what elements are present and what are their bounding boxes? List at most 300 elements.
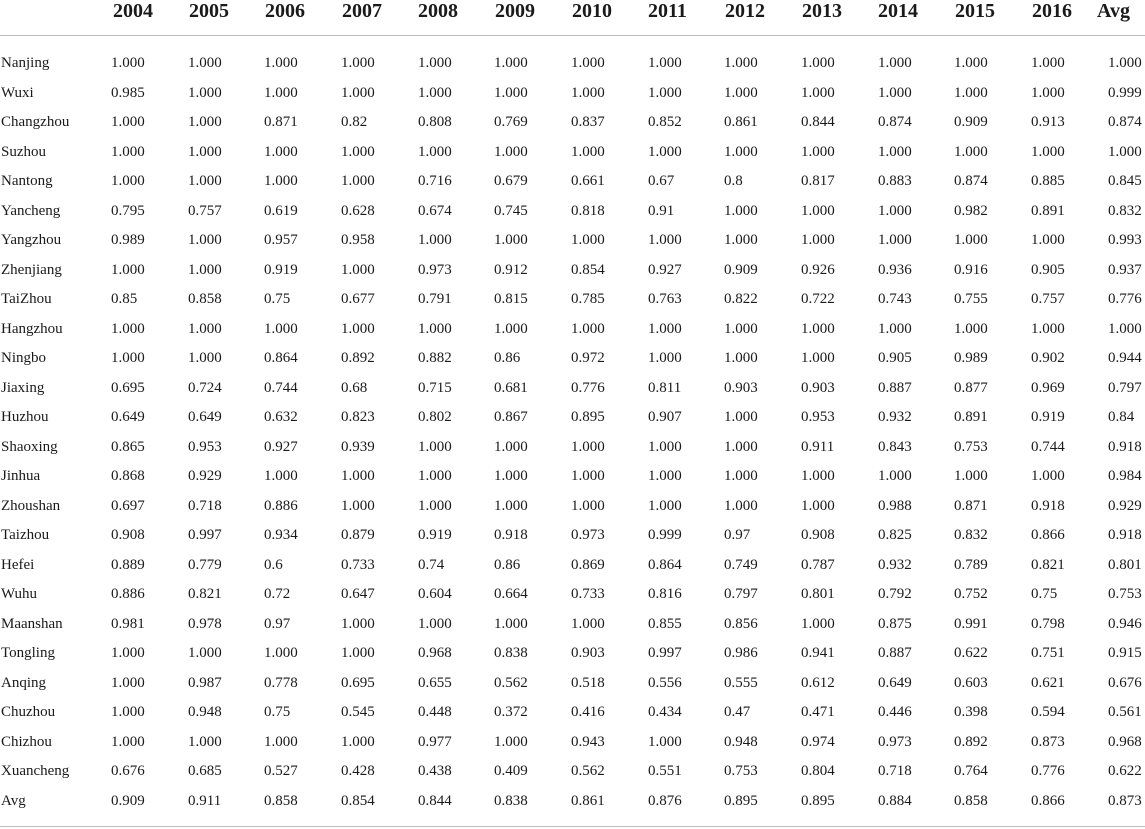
table-cell: 0.854 <box>571 261 605 278</box>
table-cell: 0.869 <box>571 556 605 573</box>
table-cell: 0.929 <box>188 468 222 484</box>
table-cell: 0.874 <box>1108 114 1142 130</box>
table-cell: 1.000 <box>188 55 222 71</box>
table-cell: 0.753 <box>954 438 988 455</box>
table-cell: 1.000 <box>188 84 222 101</box>
table-cell: 0.792 <box>878 586 912 602</box>
table-cell: 0.681 <box>494 379 528 396</box>
table-cell: 1.000 <box>648 733 682 750</box>
table-cell: 0.883 <box>878 173 912 189</box>
table-cell: 0.718 <box>188 497 222 514</box>
table-cell: 1.000 <box>954 84 988 101</box>
table-cell: 0.937 <box>1108 261 1142 278</box>
table-row <box>0 704 1145 734</box>
table-cell: 0.811 <box>648 379 682 396</box>
table-cell: 1.000 <box>188 261 222 278</box>
table-cell: 1.000 <box>1031 143 1065 160</box>
table-cell: 1.000 <box>571 468 605 484</box>
table-cell: 0.886 <box>111 586 145 602</box>
table-cell: 1.000 <box>418 438 452 455</box>
table-cell: 1.000 <box>1031 468 1065 484</box>
table-cell: 0.895 <box>724 792 758 809</box>
table-cell: 1.000 <box>648 350 682 366</box>
table-row <box>0 409 1145 439</box>
row-label: Yancheng <box>1 202 61 219</box>
table-cell: 0.977 <box>418 733 452 750</box>
table-cell: 1.000 <box>341 497 375 514</box>
table-cell: 0.908 <box>111 527 145 543</box>
table-cell: 0.594 <box>1031 704 1065 720</box>
table-cell: 0.887 <box>878 379 912 396</box>
table-cell: 0.769 <box>494 114 528 130</box>
table-cell: 0.944 <box>1108 350 1142 366</box>
table-cell: 1.000 <box>111 674 145 691</box>
table-cell: 0.632 <box>264 409 298 425</box>
table-cell: 0.416 <box>571 704 605 720</box>
table-cell: 0.927 <box>264 438 298 455</box>
table-cell: 0.978 <box>188 615 222 632</box>
table-cell: 0.873 <box>1108 792 1142 809</box>
table-cell: 0.985 <box>111 84 145 101</box>
table-row <box>0 173 1145 203</box>
table-cell: 0.929 <box>1108 497 1142 514</box>
table-cell: 1.000 <box>648 84 682 101</box>
table-cell: 1.000 <box>188 143 222 160</box>
table-row <box>0 468 1145 498</box>
table-cell: 0.789 <box>954 556 988 573</box>
table-cell: 0.649 <box>111 409 145 425</box>
table-cell: 0.676 <box>111 763 145 779</box>
table-row <box>0 291 1145 321</box>
table-cell: 0.867 <box>494 409 528 425</box>
table-cell: 0.802 <box>418 409 452 425</box>
table-cell: 0.907 <box>648 409 682 425</box>
table-cell: 0.685 <box>188 763 222 779</box>
table-cell: 0.866 <box>1031 792 1065 809</box>
table-cell: 1.000 <box>1031 55 1065 71</box>
table-cell: 0.718 <box>878 763 912 779</box>
table-cell: 1.000 <box>341 645 375 661</box>
table-cell: 1.000 <box>801 320 835 337</box>
table-row <box>0 380 1145 410</box>
table-cell: 1.000 <box>801 232 835 248</box>
table-cell: 0.909 <box>724 261 758 278</box>
table-cell: 0.892 <box>954 733 988 750</box>
table-cell: 1.000 <box>648 232 682 248</box>
table-cell: 0.891 <box>1031 202 1065 219</box>
table-cell: 0.948 <box>724 733 758 750</box>
table-cell: 1.000 <box>341 173 375 189</box>
table-cell: 0.861 <box>724 114 758 130</box>
table-cell: 1.000 <box>1031 84 1065 101</box>
table-cell: 0.874 <box>878 114 912 130</box>
table-cell: 0.622 <box>1108 763 1142 779</box>
table-cell: 0.823 <box>341 409 375 425</box>
table-cell: 0.82 <box>341 114 368 130</box>
table-cell: 1.000 <box>801 350 835 366</box>
table-cell: 1.000 <box>111 114 145 130</box>
col-header-2011: 2011 <box>648 0 687 22</box>
table-cell: 1.000 <box>954 320 988 337</box>
table-cell: 0.97 <box>264 615 291 632</box>
table-cell: 1.000 <box>648 497 682 514</box>
table-cell: 0.409 <box>494 763 528 779</box>
table-row <box>0 527 1145 557</box>
table-cell: 0.84 <box>1108 409 1135 425</box>
table-cell: 1.000 <box>648 143 682 160</box>
table-cell: 0.997 <box>648 645 682 661</box>
table-cell: 0.753 <box>724 763 758 779</box>
table-cell: 1.000 <box>724 143 758 160</box>
table-cell: 0.785 <box>571 291 605 307</box>
table-cell: 1.000 <box>724 409 758 425</box>
row-label: Ningbo <box>1 350 46 366</box>
table-cell: 0.889 <box>111 556 145 573</box>
table-cell: 0.902 <box>1031 350 1065 366</box>
table-cell: 1.000 <box>954 468 988 484</box>
table-cell: 1.000 <box>1108 320 1142 337</box>
table-cell: 1.000 <box>801 84 835 101</box>
row-label: Xuancheng <box>1 763 70 779</box>
table-cell: 1.000 <box>494 497 528 514</box>
table-cell: 1.000 <box>111 733 145 750</box>
table-cell: 0.664 <box>494 586 528 602</box>
table-cell: 1.000 <box>111 261 145 278</box>
table-cell: 0.832 <box>1108 202 1142 219</box>
table-row <box>0 439 1145 469</box>
table-cell: 0.649 <box>878 674 912 691</box>
table-cell: 0.948 <box>188 704 222 720</box>
table-cell: 0.722 <box>801 291 835 307</box>
table-cell: 1.000 <box>418 497 452 514</box>
table-cell: 0.372 <box>494 704 528 720</box>
row-label: Avg <box>1 792 26 809</box>
table-cell: 1.000 <box>571 320 605 337</box>
table-row <box>0 498 1145 528</box>
table-cell: 0.91 <box>648 202 675 219</box>
table-cell: 1.000 <box>111 704 145 720</box>
table-cell: 0.858 <box>264 792 298 809</box>
table-cell: 0.68 <box>341 379 368 396</box>
table-cell: 1.000 <box>341 320 375 337</box>
table-row <box>0 793 1145 823</box>
table-cell: 0.776 <box>1108 291 1142 307</box>
table-row <box>0 144 1145 174</box>
table-cell: 0.909 <box>111 792 145 809</box>
table-cell: 0.891 <box>954 409 988 425</box>
table-cell: 0.926 <box>801 261 835 278</box>
table-cell: 0.905 <box>1031 261 1065 278</box>
table-cell: 0.612 <box>801 674 835 691</box>
table-cell: 0.915 <box>1108 645 1142 661</box>
table-cell: 0.661 <box>571 173 605 189</box>
table-cell: 0.677 <box>341 291 375 307</box>
table-cell: 0.973 <box>418 261 452 278</box>
table-cell: 1.000 <box>801 615 835 632</box>
table-cell: 0.743 <box>878 291 912 307</box>
table-cell: 0.852 <box>648 114 682 130</box>
table-cell: 0.999 <box>1108 84 1142 101</box>
table-cell: 0.875 <box>878 615 912 632</box>
table-cell: 1.000 <box>878 202 912 219</box>
table-cell: 0.919 <box>418 527 452 543</box>
table-cell: 0.874 <box>954 173 988 189</box>
row-label: Nanjing <box>1 55 50 71</box>
table-cell: 1.000 <box>1108 143 1142 160</box>
table-cell: 0.988 <box>878 497 912 514</box>
table-cell: 0.879 <box>341 527 375 543</box>
table-cell: 1.000 <box>494 615 528 632</box>
table-cell: 0.764 <box>954 763 988 779</box>
table-cell: 0.837 <box>571 114 605 130</box>
table-cell: 1.000 <box>801 468 835 484</box>
table-cell: 0.562 <box>494 674 528 691</box>
table-cell: 0.757 <box>188 202 222 219</box>
table-cell: 1.000 <box>571 497 605 514</box>
table-cell: 0.856 <box>724 615 758 632</box>
table-cell: 1.000 <box>418 84 452 101</box>
table-row <box>0 262 1145 292</box>
table-cell: 0.997 <box>188 527 222 543</box>
table-cell: 1.000 <box>724 438 758 455</box>
table-cell: 1.000 <box>341 143 375 160</box>
table-cell: 0.471 <box>801 704 835 720</box>
table-cell: 0.871 <box>264 114 298 130</box>
table-cell: 0.744 <box>1031 438 1065 455</box>
table-cell: 0.865 <box>111 438 145 455</box>
table-cell: 0.934 <box>264 527 298 543</box>
table-cell: 0.715 <box>418 379 452 396</box>
table-cell: 0.428 <box>341 763 375 779</box>
table-row <box>0 675 1145 705</box>
table-cell: 0.989 <box>954 350 988 366</box>
table-cell: 1.000 <box>341 84 375 101</box>
table-cell: 0.821 <box>188 586 222 602</box>
table-cell: 0.724 <box>188 379 222 396</box>
table-cell: 1.000 <box>1031 320 1065 337</box>
row-label: Zhoushan <box>1 497 61 514</box>
table-cell: 0.844 <box>801 114 835 130</box>
table-cell: 0.858 <box>954 792 988 809</box>
table-cell: 0.619 <box>264 202 298 219</box>
header-divider <box>0 35 1145 36</box>
table-cell: 1.000 <box>801 202 835 219</box>
table-cell: 0.676 <box>1108 674 1142 691</box>
table-cell: 0.817 <box>801 173 835 189</box>
table-cell: 0.749 <box>724 556 758 573</box>
table-cell: 0.555 <box>724 674 758 691</box>
table-cell: 0.733 <box>571 586 605 602</box>
table-cell: 0.825 <box>878 527 912 543</box>
table-cell: 0.877 <box>954 379 988 396</box>
table-cell: 0.946 <box>1108 615 1142 632</box>
table-cell: 0.679 <box>494 173 528 189</box>
table-cell: 1.000 <box>648 320 682 337</box>
table-cell: 0.918 <box>1108 527 1142 543</box>
table-cell: 1.000 <box>418 143 452 160</box>
table-cell: 1.000 <box>571 143 605 160</box>
table-cell: 0.647 <box>341 586 375 602</box>
table-cell: 0.787 <box>801 556 835 573</box>
table-cell: 0.751 <box>1031 645 1065 661</box>
table-cell: 0.968 <box>418 645 452 661</box>
table-cell: 1.000 <box>111 55 145 71</box>
col-header-2010: 2010 <box>572 0 612 22</box>
table-cell: 0.716 <box>418 173 452 189</box>
table-cell: 1.000 <box>264 320 298 337</box>
table-cell: 1.000 <box>571 55 605 71</box>
table-row <box>0 616 1145 646</box>
table-cell: 0.815 <box>494 291 528 307</box>
table-cell: 0.943 <box>571 733 605 750</box>
table-cell: 0.798 <box>1031 615 1065 632</box>
col-header-avg: Avg <box>1097 0 1130 22</box>
row-label: Jinhua <box>1 468 41 484</box>
table-cell: 0.832 <box>954 527 988 543</box>
table-cell: 0.871 <box>954 497 988 514</box>
table-cell: 0.438 <box>418 763 452 779</box>
table-cell: 1.000 <box>724 497 758 514</box>
table-header-row <box>0 0 1145 36</box>
table-cell: 1.000 <box>111 350 145 366</box>
table-cell: 0.981 <box>111 615 145 632</box>
table-cell: 0.903 <box>571 645 605 661</box>
table-cell: 0.556 <box>648 674 682 691</box>
table-cell: 0.86 <box>494 556 521 573</box>
table-cell: 1.000 <box>954 143 988 160</box>
row-label: Changzhou <box>1 114 70 130</box>
col-header-2007: 2007 <box>342 0 382 22</box>
table-cell: 0.885 <box>1031 173 1065 189</box>
table-row <box>0 232 1145 262</box>
row-label: Yangzhou <box>1 232 62 248</box>
table-cell: 0.984 <box>1108 468 1142 484</box>
table-cell: 1.000 <box>724 320 758 337</box>
table-cell: 0.866 <box>1031 527 1065 543</box>
table-cell: 1.000 <box>724 232 758 248</box>
table-cell: 1.000 <box>801 143 835 160</box>
table-cell: 0.818 <box>571 202 605 219</box>
table-cell: 0.932 <box>878 409 912 425</box>
table-cell: 1.000 <box>188 733 222 750</box>
table-cell: 0.858 <box>188 291 222 307</box>
table-cell: 1.000 <box>648 55 682 71</box>
table-cell: 0.918 <box>1108 438 1142 455</box>
table-cell: 1.000 <box>264 733 298 750</box>
row-label: TaiZhou <box>1 291 52 307</box>
table-cell: 1.000 <box>494 84 528 101</box>
table-cell: 0.518 <box>571 674 605 691</box>
table-cell: 1.000 <box>494 55 528 71</box>
table-cell: 1.000 <box>341 261 375 278</box>
table-cell: 0.72 <box>264 586 291 602</box>
table-cell: 0.987 <box>188 674 222 691</box>
table-cell: 0.892 <box>341 350 375 366</box>
table-cell: 0.989 <box>111 232 145 248</box>
table-cell: 1.000 <box>188 645 222 661</box>
col-header-2009: 2009 <box>495 0 535 22</box>
table-cell: 1.000 <box>418 55 452 71</box>
table-cell: 0.695 <box>111 379 145 396</box>
col-header-2013: 2013 <box>802 0 842 22</box>
table-row <box>0 763 1145 793</box>
table-cell: 0.649 <box>188 409 222 425</box>
table-cell: 0.911 <box>801 438 835 455</box>
table-cell: 1.000 <box>724 202 758 219</box>
table-cell: 0.86 <box>494 350 521 366</box>
table-cell: 0.75 <box>264 704 291 720</box>
table-cell: 0.621 <box>1031 674 1065 691</box>
table-cell: 0.861 <box>571 792 605 809</box>
row-label: Taizhou <box>1 527 50 543</box>
table-cell: 0.868 <box>111 468 145 484</box>
table-cell: 0.969 <box>1031 379 1065 396</box>
table-row <box>0 85 1145 115</box>
table-row <box>0 203 1145 233</box>
table-row <box>0 586 1145 616</box>
table-cell: 1.000 <box>188 350 222 366</box>
table-cell: 0.903 <box>724 379 758 396</box>
row-label: Shaoxing <box>1 438 58 455</box>
table-row <box>0 114 1145 144</box>
row-label: Hefei <box>1 556 35 573</box>
table-cell: 0.757 <box>1031 291 1065 307</box>
table-cell: 0.628 <box>341 202 375 219</box>
table-cell: 1.000 <box>264 645 298 661</box>
row-label: Chizhou <box>1 733 52 750</box>
table-cell: 1.000 <box>111 143 145 160</box>
table-cell: 0.882 <box>418 350 452 366</box>
table-cell: 1.000 <box>724 350 758 366</box>
row-label: Wuxi <box>1 84 34 101</box>
col-header-2014: 2014 <box>878 0 918 22</box>
table-cell: 0.755 <box>954 291 988 307</box>
table-cell: 1.000 <box>111 173 145 189</box>
table-cell: 0.939 <box>341 438 375 455</box>
table-cell: 1.000 <box>954 232 988 248</box>
table-cell: 1.000 <box>494 143 528 160</box>
table-cell: 0.97 <box>724 527 751 543</box>
table-cell: 0.986 <box>724 645 758 661</box>
table-cell: 0.864 <box>264 350 298 366</box>
table-cell: 0.795 <box>111 202 145 219</box>
table-cell: 0.918 <box>494 527 528 543</box>
table-cell: 0.622 <box>954 645 988 661</box>
table-cell: 0.941 <box>801 645 835 661</box>
table-cell: 1.000 <box>418 615 452 632</box>
table-cell: 0.822 <box>724 291 758 307</box>
col-header-2004: 2004 <box>113 0 153 22</box>
table-cell: 1.000 <box>878 232 912 248</box>
table-cell: 0.85 <box>111 291 138 307</box>
table-cell: 0.446 <box>878 704 912 720</box>
table-cell: 1.000 <box>494 232 528 248</box>
table-cell: 0.927 <box>648 261 682 278</box>
table-cell: 0.843 <box>878 438 912 455</box>
table-cell: 1.000 <box>494 320 528 337</box>
table-cell: 0.895 <box>801 792 835 809</box>
table-cell: 1.000 <box>188 114 222 130</box>
table-cell: 1.000 <box>264 55 298 71</box>
table-cell: 0.744 <box>264 379 298 396</box>
table-cell: 0.854 <box>341 792 375 809</box>
row-label: Jiaxing <box>1 379 45 396</box>
table-cell: 1.000 <box>878 84 912 101</box>
col-header-2016: 2016 <box>1032 0 1072 22</box>
table-cell: 1.000 <box>571 438 605 455</box>
table-cell: 1.000 <box>188 232 222 248</box>
row-label: Chuzhou <box>1 704 56 720</box>
